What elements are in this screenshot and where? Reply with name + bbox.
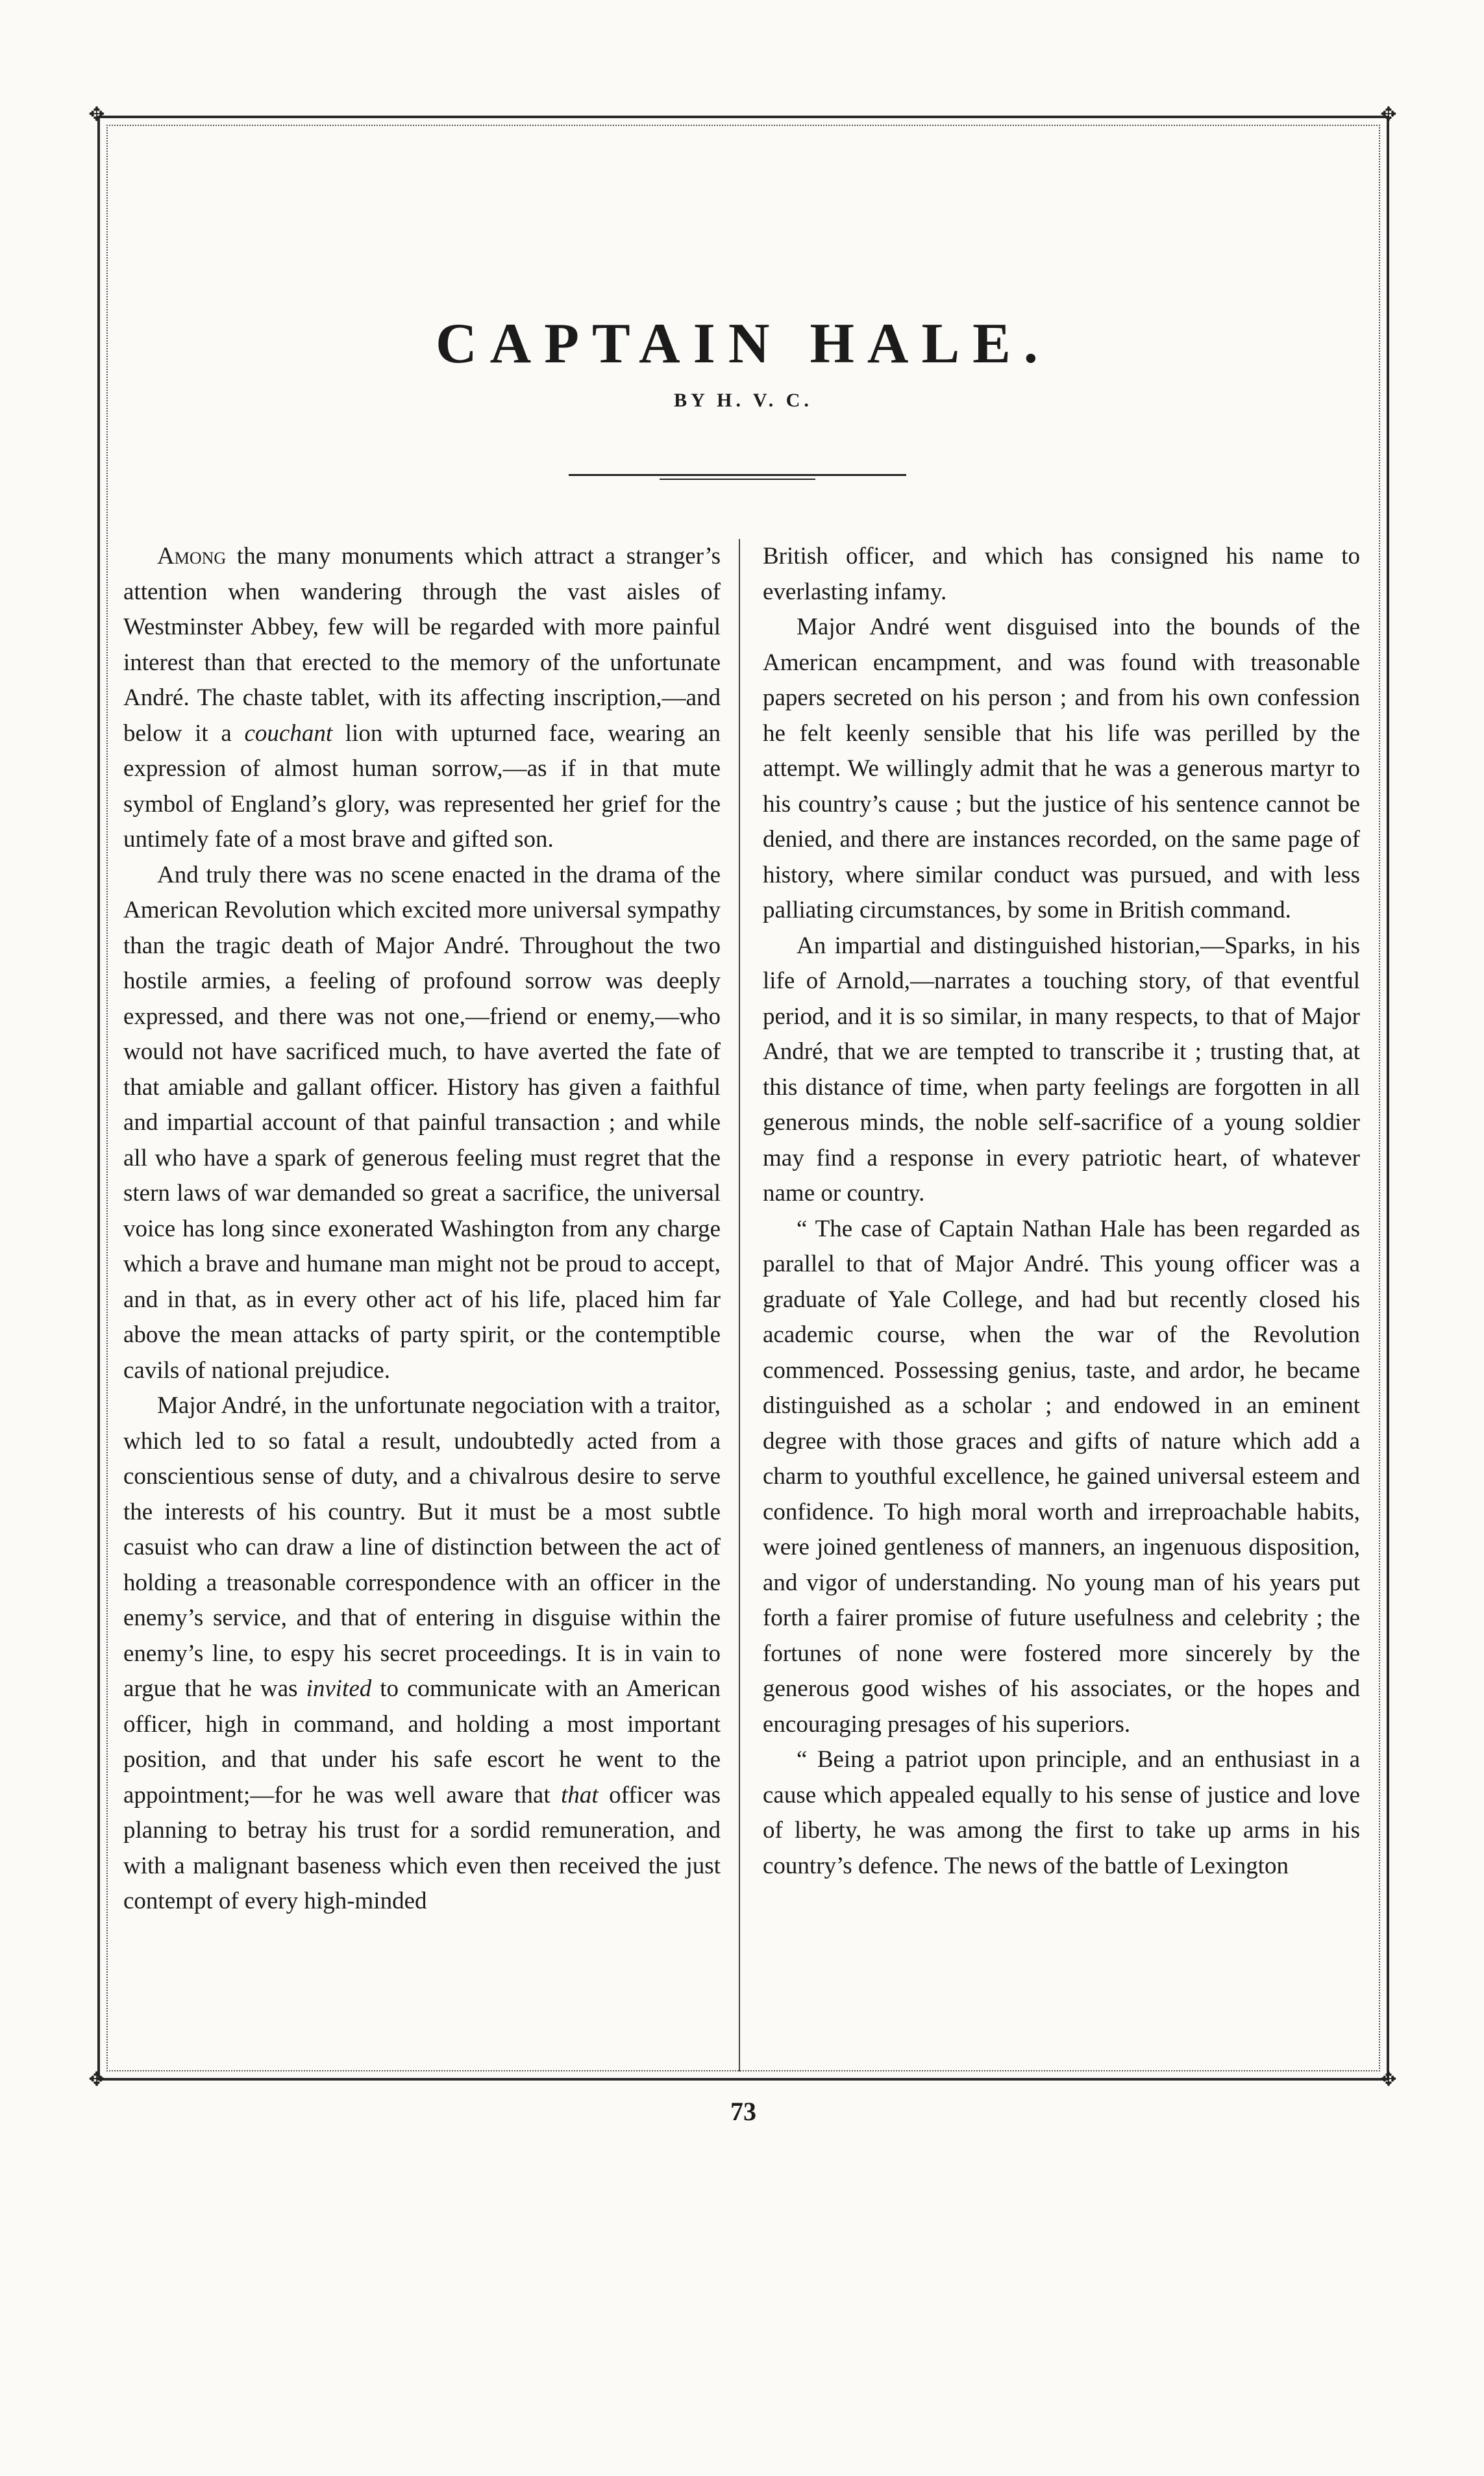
left-column (123, 539, 721, 2071)
column-divider (739, 539, 740, 2071)
paragraph: “ The case of Captain Nathan Hale has been regarded as parallel to that of Major André. This young officer was a graduate of Yale College, and had but recently closed his academic course, when the war of the Revolution commenced. Possessing genius, taste, and ardor, he became distinguished as a scholar ; and endowed in an eminent degree with those graces and gifts of nature which add a charm to youthful excellence, he gained universal esteem and confidence. To high moral worth and irreproachable habits, were joined gentleness of manners, an ingenuous disposition, and vigor of understanding. No young man of his years put forth a fairer promise of future usefulness and celebrity ; the fortunes of none were fostered more sincerely by the generous good wishes of his associates, or the hopes and encouraging presages of his superiors. (763, 1215, 1360, 1738)
paragraph: Major André, in the unfortunate negociation with a traitor, which led to so fatal a result, undoubtedly acted from a conscientious sense of duty, and a chivalrous desire to serve the interests of his country. But it must be a most subtle casuist who can draw a line of distinction between the act of holding a treasonable correspondence with an officer in the enemy’s service, and that of entering in disguise within the enemy’s line, to espy his secret proceedings. It is in vain to argue that he was invited to communicate with an American officer, high in command, and holding a most important position, and that under his safe escort he went to the appointment;—for he was well aware that that officer was planning to betray his trust for a sordid remuneration, and with a malignant baseness which even then received the just contempt of every high-minded (123, 1392, 721, 1914)
title-rule (569, 474, 906, 476)
paragraph: “ Being a patriot upon principle, and an enthusiast in a cause which appealed equally to his sense of justice and love of liberty, he was among the first to take up arms in his country’s defence. The news of the battle of Lexington (763, 1746, 1360, 1879)
ornament-icon: ✥ (88, 2068, 105, 2091)
article-byline: BY H. V. C. (674, 390, 813, 411)
ornament-icon: ✥ (1380, 2068, 1397, 2091)
right-column (763, 539, 1360, 2071)
ornament-icon: ✥ (88, 103, 105, 126)
paragraph: Major André went disguised into the bounds of the American encampment, and was found with treasonable papers secreted on his person ; and from his own confession he felt keenly sensible that his life was perilled by the attempt. We willingly admit that he was a generous martyr to his country’s cause ; but the justice of his sentence cannot be denied, and there are instances recorded, on the same page of history, where similar conduct was pursued, and with less palliating circumstances, by some in British command. (763, 614, 1360, 923)
drop-word: Among (157, 543, 227, 569)
paragraph: An impartial and distinguished historian,—Sparks, in his life of Arnold,—narrates a touching story, of that eventful period, and it is so similar, in many respects, to that of Major André, that we are tempted to transcribe it ; trusting that, at this distance of time, when party feelings are forgotten in all generous minds, the noble self-sacrifice of a young soldier may find a response in every patriotic heart, of whatever name or country. (763, 932, 1360, 1207)
paragraph: Among the many monuments which attract a stranger’s attention when wandering through the vast aisles of Westminster Abbey, few will be regarded with more painful interest than that erected to the memory of the unfortunate André. The chaste tablet, with its affecting inscription,—and below it a couchant lion with upturned face, wearing an expression of almost human sorrow,—as if in that mute symbol of England’s glory, was represented her grief for the untimely fate of a most brave and gifted son. (123, 543, 721, 853)
article-title: CAPTAIN HALE. (436, 312, 1051, 375)
paragraph: And truly there was no scene enacted in the drama of the American Revolution which excited more universal sympathy than the tragic death of Major André. Throughout the two hostile armies, a feeling of profound sorrow was deeply expressed, and there was not one,—friend or enemy,—who would not have sacrificed much, to have averted the fate of that amiable and gallant officer. History has given a faithful and impartial account of that painful transaction ; and while all who have a spark of generous feeling must regret that the stern laws of war demanded so great a sacrifice, the universal voice has long since exonerated Washington from any charge which a brave and humane man might not be proud to accept, and in that, as in every other act of his life, placed him far above the mean attacks of party spirit, or the contemptible cavils of national prejudice. (123, 861, 721, 1384)
page-number: 73 (730, 2097, 756, 2126)
paragraph: British officer, and which has consigned his name to everlasting infamy. (763, 543, 1360, 605)
ornament-icon: ✥ (1380, 103, 1397, 126)
